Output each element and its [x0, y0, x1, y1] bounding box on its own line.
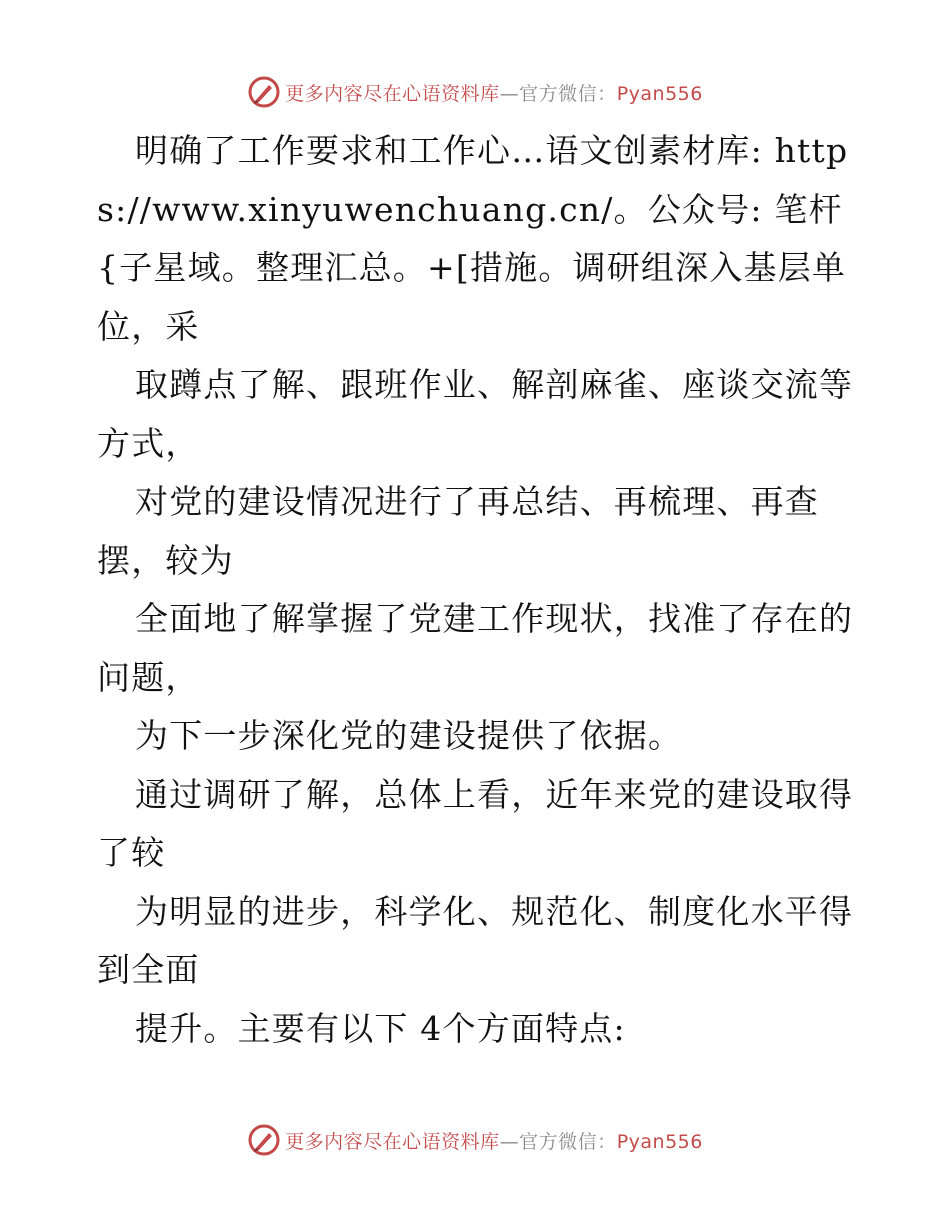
header-watermark-text [285, 79, 703, 106]
paragraph-8: 提升。主要有以下 4个方面特点: [135, 1008, 626, 1048]
pen-logo-icon [247, 75, 281, 109]
paragraph-4: 全面地了解掌握了党建工作现状，找准了存在的问题， [97, 599, 854, 697]
footer-watermark-id: Pyan556 [616, 1130, 703, 1153]
footer-watermark [0, 1120, 950, 1160]
paragraph-6: 通过调研了解，总体上看，近年来党的建设取得了较 [97, 774, 854, 872]
paragraph-3: 对党的建设情况进行了再总结、再梳理、再查摆，较为 [97, 482, 819, 580]
document-body [97, 122, 857, 1058]
footer-watermark-separator: —官方微信： [499, 1130, 617, 1153]
header-watermark [0, 72, 950, 112]
pen-logo-icon [247, 1123, 281, 1157]
paragraph-2: 取蹲点了解、跟班作业、解剖麻雀、座谈交流等方式， [97, 365, 854, 463]
paragraph-5: 为下一步深化党的建设提供了依据。 [135, 716, 683, 755]
footer-watermark-text [285, 1127, 703, 1154]
paragraph-1: 明确了工作要求和工作心…语文创素材库: https://www.xinyuwenchuang.cn/。公众号: 笔杆{子星域。整理汇总。+[措施。调研组深入基层单位，采 [97, 131, 849, 346]
header-watermark-main: 更多内容尽在心语资料库 [285, 82, 500, 105]
footer-watermark-main: 更多内容尽在心语资料库 [285, 1130, 500, 1153]
header-watermark-separator: —官方微信： [499, 82, 617, 105]
header-watermark-id: Pyan556 [616, 82, 703, 105]
paragraph-7: 为明显的进步，科学化、规范化、制度化水平得到全面 [97, 891, 854, 989]
